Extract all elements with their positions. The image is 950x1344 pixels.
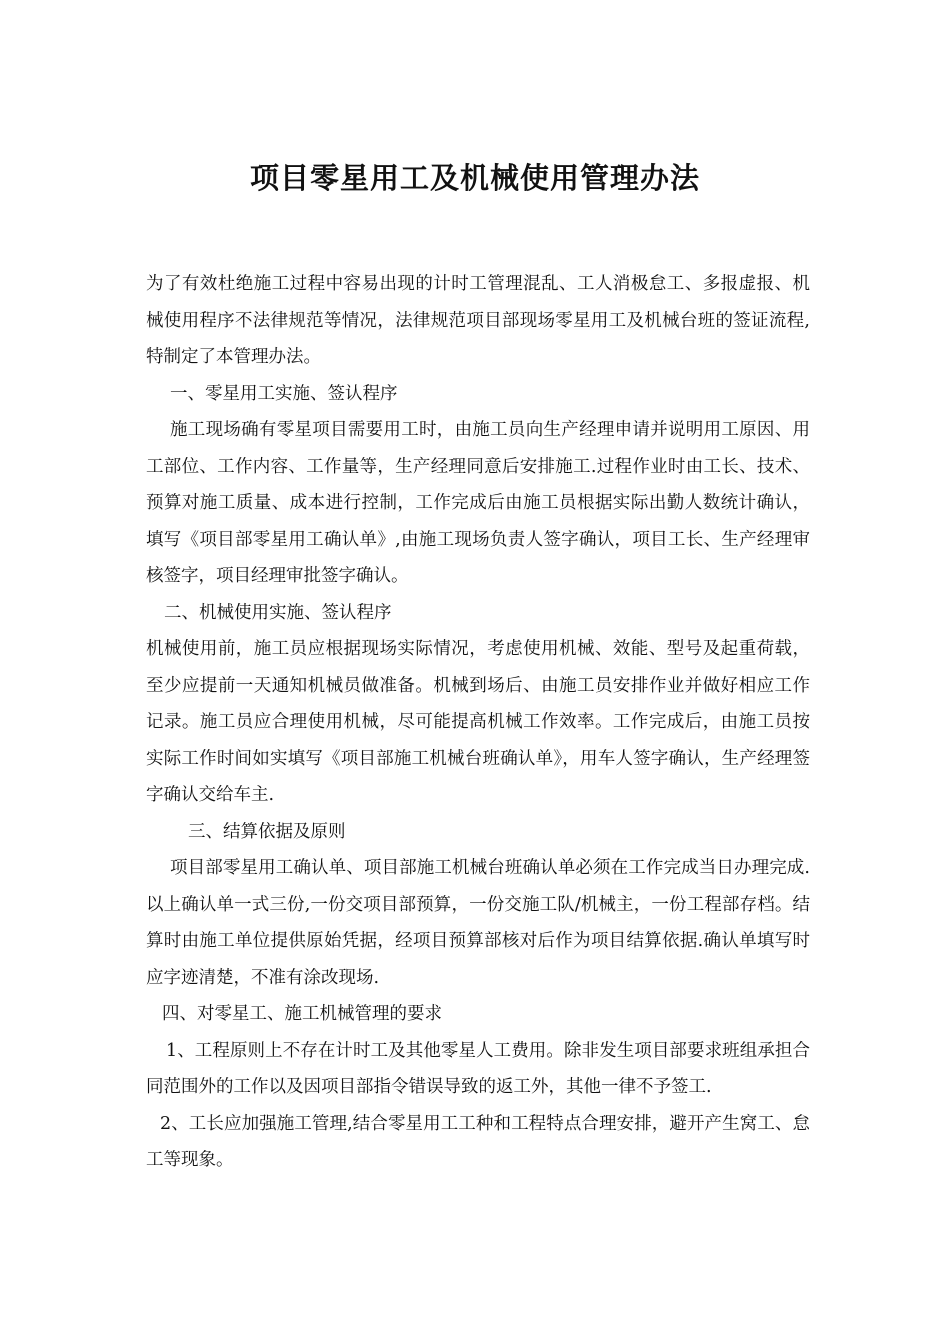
section-heading-2: 二、机械使用实施、签认程序 xyxy=(164,602,392,623)
document-body xyxy=(146,266,810,1179)
list-item-2: 2、工长应加强施工管理,结合零星用工工种和工程特点合理安排，避开产生窝工、怠工等现象。 xyxy=(146,1113,810,1170)
list-item-1: 1、工程原则上不存在计时工及其他零星人工费用。除非发生项目部要求班组承担合同范围外的工作以及因项目部指令错误导致的返工外，其他一律不予签工. xyxy=(146,1040,810,1097)
section-heading-4: 四、对零星工、施工机械管理的要求 xyxy=(162,1004,442,1024)
section-paragraph-1: 施工现场确有零星项目需要用工时，由施工员向生产经理申请并说明用工原因、用工部位、工作内容、工作量等，生产经理同意后安排施工.过程作业时由工长、技术、预算对施工质量、成本进行控制，工作完成后由施工员根据实际出勤人数统计确认，填写《项目部零星用工确认单》,由施工现场负责人签字确认，项目工长、生产经理审核签字，项目经理审批签字确认。 xyxy=(146,420,810,586)
document-title: 项目零星用工及机械使用管理办法 xyxy=(249,161,700,195)
section-heading-3: 三、结算依据及原则 xyxy=(188,821,346,842)
section-heading-1: 一、零星用工实施、签认程序 xyxy=(170,383,398,404)
intro-paragraph: 为了有效杜绝施工过程中容易出现的计时工管理混乱、工人消极怠工、多报虚报、机械使用程序不法律规范等情况，法律规范项目部现场零星用工及机械台班的签证流程,特制定了本管理办法。 xyxy=(146,274,810,367)
section-paragraph-2: 机械使用前，施工员应根据现场实际情况，考虑使用机械、效能、型号及起重荷载，至少应提前一天通知机械员做准备。机械到场后、由施工员安排作业并做好相应工作记录。施工员应合理使用机械，尽可能提高机械工作效率。工作完成后，由施工员按实际工作时间如实填写《项目部施工机械台班确认单》，用车人签字确认，生产经理签字确认交给车主. xyxy=(146,639,810,805)
section-paragraph-3: 项目部零星用工确认单、项目部施工机械台班确认单必须在工作完成当日办理完成.以上确认单一式三份,一份交项目部预算，一份交施工队/机械主，一份工程部存档。结算时由施工单位提供原始凭据，经项目预算部核对后作为项目结算依据.确认单填写时应字迹清楚，不准有涂改现场. xyxy=(146,858,810,988)
